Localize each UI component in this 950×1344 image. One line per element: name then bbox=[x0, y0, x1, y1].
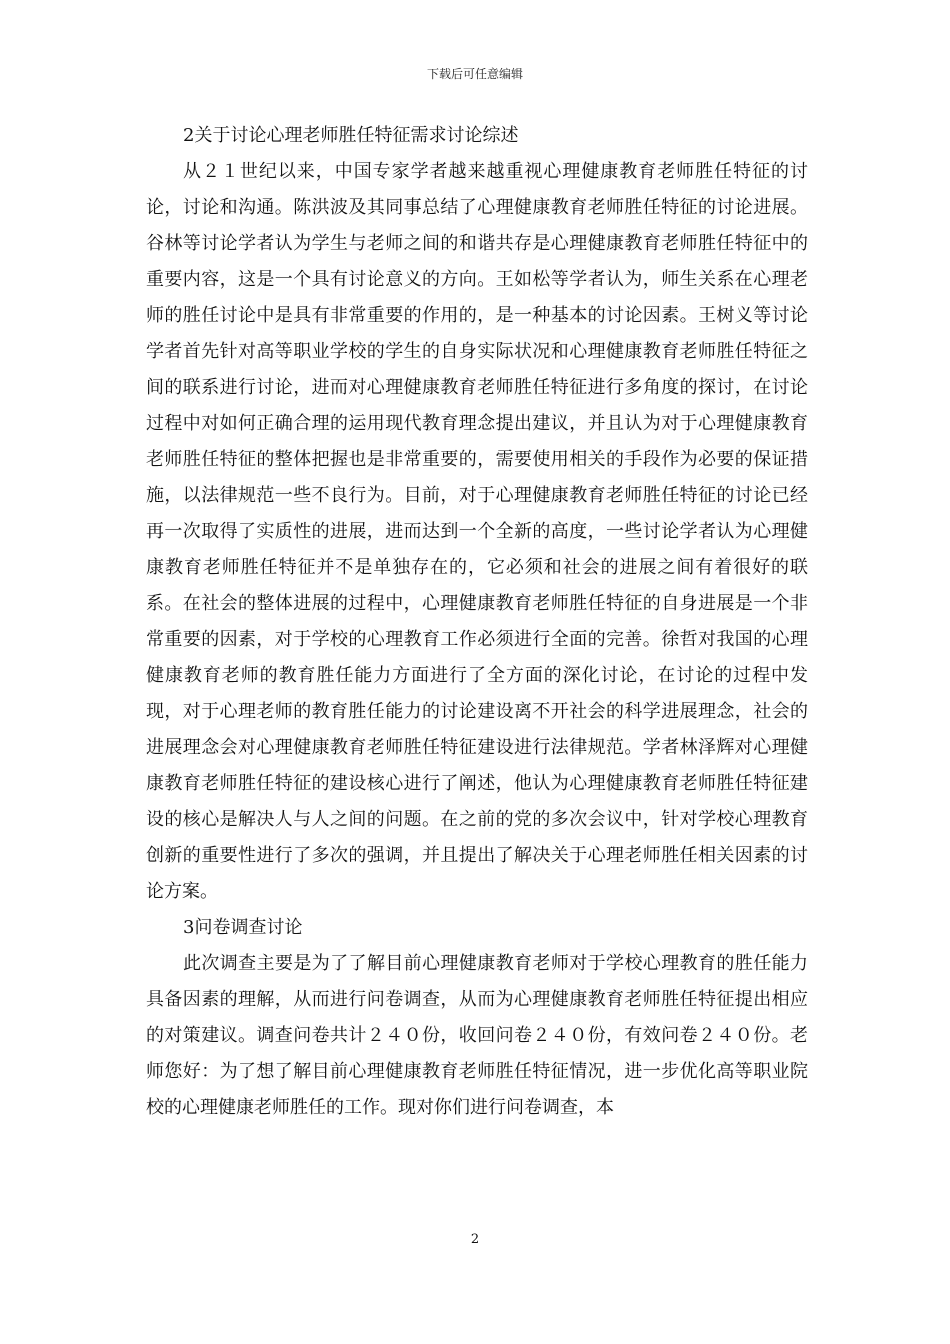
section-heading-2: 2关于讨论心理老师胜任特征需求讨论综述 bbox=[183, 125, 519, 146]
section-paragraph-3: 此次调查主要是为了了解目前心理健康教育老师对于学校心理教育的胜任能力具备因素的理解，从而进行问卷调查，从而为心理健康教育老师胜任特征提出相应的对策建议。调查问卷共计２４０份，收回问卷２４０份，有效问卷２４０份。老师您好：为了想了解目前心理健康教育老师胜任特征情况，进一步优化高等职业院校的心理健康老师胜任的工作。现对你们进行问卷调查，本 bbox=[146, 953, 808, 1118]
page-number: 2 bbox=[470, 1232, 480, 1247]
document-body bbox=[146, 118, 808, 1126]
section-heading-3: 3问卷调查讨论 bbox=[183, 917, 303, 938]
section-paragraph-2: 从２１世纪以来，中国专家学者越来越重视心理健康教育老师胜任特征的讨论，讨论和沟通。陈洪波及其同事总结了心理健康教育老师胜任特征的讨论进展。谷林等讨论学者认为学生与老师之间的和谐共存是心理健康教育老师胜任特征中的重要内容，这是一个具有讨论意义的方向。王如松等学者认为，师生关系在心理老师的胜任讨论中是具有非常重要的作用的，是一种基本的讨论因素。王树义等讨论学者首先针对高等职业学校的学生的自身实际状况和心理健康教育老师胜任特征之间的联系进行讨论，进而对心理健康教育老师胜任特征进行多角度的探讨，在讨论过程中对如何正确合理的运用现代教育理念提出建议，并且认为对于心理健康教育老师胜任特征的整体把握也是非常重要的，需要使用相关的手段作为必要的保证措施，以法律规范一些不良行为。目前，对于心理健康教育老师胜任特征的讨论已经再一次取得了实质性的进展，进而达到一个全新的高度，一些讨论学者认为心理健康教育老师胜任特征并不是单独存在的，它必须和社会的进展之间有着很好的联系。在社会的整体进展的过程中，心理健康教育老师胜任特征的自身进展是一个非常重要的因素，对于学校的心理教育工作必须进行全面的完善。徐哲对我国的心理健康教育老师的教育胜任能力方面进行了全方面的深化讨论，在讨论的过程中发现，对于心理老师的教育胜任能力的讨论建设离不开社会的科学进展理念，社会的进展理念会对心理健康教育老师胜任特征建设进行法律规范。学者林泽辉对心理健康教育老师胜任特征的建设核心进行了阐述，他认为心理健康教育老师胜任特征建设的核心是解决人与人之间的问题。在之前的党的多次会议中，针对学校心理教育创新的重要性进行了多次的强调，并且提出了解决关于心理老师胜任相关因素的讨论方案。 bbox=[146, 161, 808, 902]
page-header: 下载后可任意编辑 bbox=[426, 67, 523, 81]
